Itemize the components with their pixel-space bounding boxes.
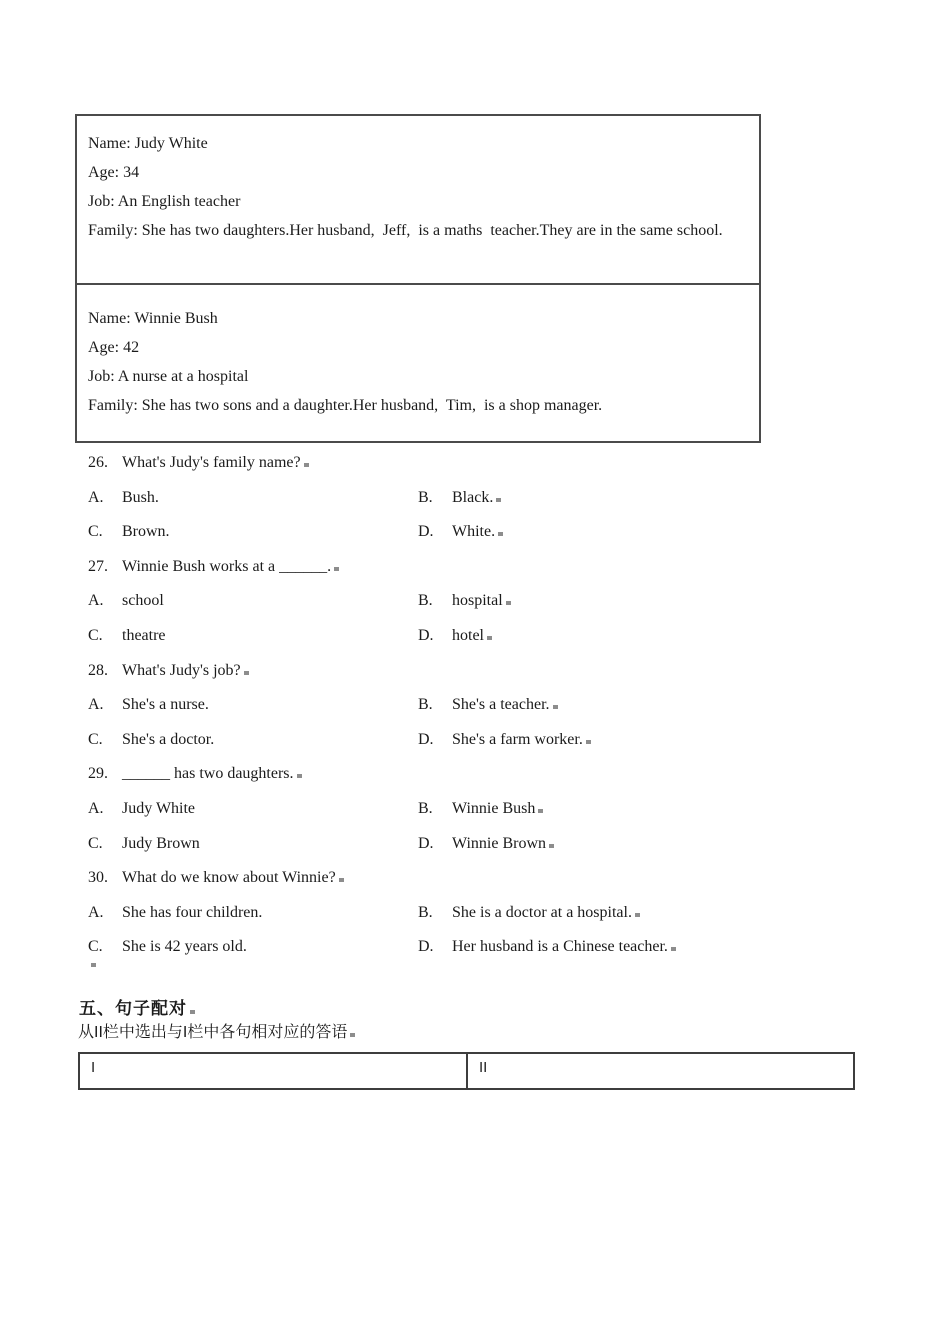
option-text: White.	[452, 523, 496, 541]
option-text: Winnie Bush	[452, 799, 536, 817]
question-stem: What's Judy's family name?	[122, 454, 301, 471]
option-text: hospital	[452, 592, 503, 610]
option-letter: C.	[88, 938, 103, 956]
question-29-options-cd	[88, 827, 878, 862]
option-27-c	[88, 619, 418, 654]
question-30-options-cd	[88, 930, 878, 965]
option-text: She's a teacher.	[452, 696, 550, 714]
job-line: Job: An English teacher	[88, 193, 241, 210]
option-letter: A.	[88, 799, 104, 817]
option-text: She's a doctor.	[122, 730, 215, 748]
option-27-d	[418, 619, 492, 654]
question-27-text	[88, 550, 878, 585]
option-29-a	[88, 792, 418, 827]
option-letter: C.	[88, 626, 103, 644]
option-letter: A.	[88, 488, 104, 506]
question-28-options-ab	[88, 688, 878, 723]
option-letter: A.	[88, 592, 104, 610]
option-letter: B.	[418, 488, 433, 506]
profile-card-judy	[77, 116, 759, 285]
question-number: 28.	[88, 661, 108, 679]
name-line: Name: Winnie Bush	[88, 310, 218, 327]
option-text: Black.	[452, 488, 494, 506]
question-27-options-ab	[88, 584, 878, 619]
option-letter: D.	[418, 834, 434, 852]
age-line: Age: 34	[88, 164, 140, 181]
question-number: 30.	[88, 869, 108, 887]
match-table-column-1-header: I	[80, 1054, 468, 1088]
question-30-options-ab	[88, 896, 878, 931]
question-number: 27.	[88, 557, 108, 575]
option-28-a	[88, 688, 418, 723]
option-letter: A.	[88, 696, 104, 714]
artifact-mark	[190, 1010, 195, 1014]
option-letter: C.	[88, 834, 103, 852]
option-text: She has four children.	[122, 903, 263, 921]
option-letter: D.	[418, 938, 434, 956]
instruction-text: 从II栏中选出与I栏中各句相对应的答语	[78, 1024, 348, 1041]
section-five-heading	[79, 994, 195, 1019]
option-text: She's a nurse.	[122, 696, 209, 714]
question-26-options-ab	[88, 481, 878, 516]
match-table-column-2-header: II	[479, 1059, 488, 1076]
artifact-mark	[91, 963, 96, 967]
option-letter: A.	[88, 903, 104, 921]
profile-card-winnie	[77, 285, 759, 441]
option-text: She's a farm worker.	[452, 730, 583, 748]
option-text: Winnie Brown	[452, 834, 547, 852]
question-stem: ______ has two daughters.	[122, 765, 294, 783]
artifact-mark	[549, 844, 554, 848]
questions-section	[88, 446, 878, 965]
option-26-d	[418, 515, 503, 550]
artifact-mark	[487, 636, 492, 640]
question-27-options-cd	[88, 619, 878, 654]
option-text: school	[122, 592, 164, 610]
option-letter: B.	[418, 696, 433, 714]
artifact-mark	[553, 705, 558, 709]
name-line: Name: Judy White	[88, 135, 208, 152]
section-five-instruction	[78, 1019, 355, 1042]
option-text: Her husband is a Chinese teacher.	[452, 938, 668, 956]
option-letter: B.	[418, 592, 433, 610]
family-line: Family: She has two sons and a daughter.Her husband, Tim, is a shop manager.	[88, 397, 603, 414]
artifact-mark	[350, 1033, 355, 1037]
question-29-text	[88, 757, 878, 792]
option-letter: C.	[88, 523, 103, 541]
question-26-options-cd	[88, 515, 878, 550]
question-28-text	[88, 654, 878, 689]
artifact-mark	[498, 532, 503, 536]
artifact-mark	[304, 463, 309, 467]
option-28-d	[418, 723, 591, 758]
section-heading-text: 五、句子配对	[79, 999, 187, 1018]
option-letter: B.	[418, 799, 433, 817]
artifact-mark	[506, 601, 511, 605]
option-letter: D.	[418, 626, 434, 644]
option-26-a	[88, 481, 418, 516]
question-30-text	[88, 861, 878, 896]
option-29-c	[88, 827, 418, 862]
option-26-c	[88, 515, 418, 550]
option-text: Judy Brown	[122, 834, 200, 852]
option-27-a	[88, 584, 418, 619]
option-text: hotel	[452, 626, 484, 644]
artifact-mark	[538, 809, 543, 813]
artifact-mark	[339, 878, 344, 882]
option-text: She is 42 years old.	[122, 938, 247, 956]
option-text: Judy White	[122, 799, 196, 817]
option-26-b	[418, 481, 501, 516]
question-number: 26.	[88, 454, 108, 471]
option-text: Bush.	[122, 488, 159, 506]
question-stem: What's Judy's job?	[122, 661, 241, 679]
option-letter: D.	[418, 523, 434, 541]
option-letter: D.	[418, 730, 434, 748]
option-28-b	[418, 688, 558, 723]
option-30-c	[88, 930, 418, 965]
option-27-b	[418, 584, 511, 619]
option-29-d	[418, 827, 554, 862]
artifact-mark	[334, 567, 339, 571]
option-29-b	[418, 792, 543, 827]
question-28-options-cd	[88, 723, 878, 758]
family-line: Family: She has two daughters.Her husband, Jeff, is a maths teacher.They are in the same school.	[88, 222, 723, 239]
option-text: She is a doctor at a hospital.	[452, 903, 632, 921]
option-28-c	[88, 723, 418, 758]
option-letter: C.	[88, 730, 103, 748]
question-29-options-ab	[88, 792, 878, 827]
artifact-mark	[635, 913, 640, 917]
question-26-text	[88, 446, 878, 481]
option-text: theatre	[122, 626, 166, 644]
profile-cards-box	[75, 114, 761, 443]
option-30-d	[418, 930, 676, 965]
question-number: 29.	[88, 765, 108, 783]
option-letter: B.	[418, 903, 433, 921]
job-line: Job: A nurse at a hospital	[88, 368, 249, 385]
match-table	[78, 1052, 855, 1090]
artifact-mark	[244, 671, 249, 675]
question-stem: What do we know about Winnie?	[122, 869, 336, 887]
option-text: Brown.	[122, 523, 170, 541]
option-30-a	[88, 896, 418, 931]
question-stem: Winnie Bush works at a ______.	[122, 557, 332, 575]
age-line: Age: 42	[88, 339, 140, 356]
artifact-mark	[586, 740, 591, 744]
option-30-b	[418, 896, 640, 931]
artifact-mark	[297, 774, 302, 778]
artifact-mark	[496, 498, 501, 502]
artifact-mark	[671, 947, 676, 951]
